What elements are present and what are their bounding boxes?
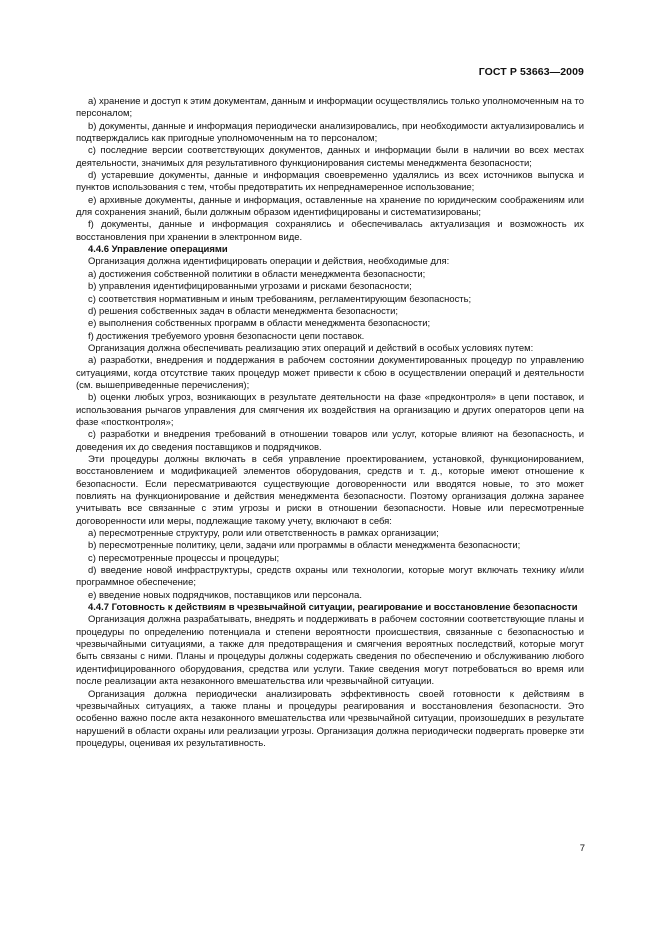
paragraph-list-item-c: с) пересмотренные процессы и процедуры; xyxy=(88,552,280,564)
paragraph-list-item-a: а) пересмотренные структуру, роли или ответственность в рамках организации; xyxy=(88,528,439,540)
paragraph: Организация должна обеспечивать реализацию этих операций и действий в особых условиях путем: xyxy=(88,342,534,354)
paragraph-list-item-a: а) достижения собственной политики в области менеджмента безопасности; xyxy=(88,268,426,280)
paragraph-list-item-c: с) разработки и внедрения требований в отношении товаров или услуг, которые влияют на безопасность, и доведения их до сведения поставщиков и подрядчиков. xyxy=(76,429,584,453)
paragraph-list-item-f: f) документы, данные и информация сохранялись и обеспечивалась актуализация и возможность их восстановления при хранении в электронном виде. xyxy=(76,219,584,243)
paragraph-list-item-b: b) пересмотренные политику, цели, задачи или программы в области менеджмента безопасности; xyxy=(88,540,521,552)
paragraph-list-item-c: с) последние версии соответствующих документов, данных и информации были в наличии во всех местах деятельности, значимых для результативного функционирования системы менеджмента безопасности; xyxy=(76,145,584,169)
paragraph-list-item-e: е) архивные документы, данные и информация, оставленные на хранение по юридическим соображениям или для сохранения знаний, были должным образом идентифицированы и систематизированы; xyxy=(76,194,584,219)
section-heading-4-4-6: 4.4.6 Управление операциями xyxy=(88,244,228,256)
paragraph-list-item-c: с) соответствия нормативным и иным требованиям, регламентирующим безопасность; xyxy=(88,293,472,305)
section-heading-4-4-7: 4.4.7 Готовность к действиям в чрезвычайной ситуации, реагирование и восстановление безопасности xyxy=(88,602,578,614)
paragraph-list-item-b: b) оценки любых угроз, возникающих в результате деятельности на фазе «предконтроля» в цепи поставок, и использования рычагов управления для смягчения их воздействия на организацию и других операторов цепи на фазе «постконтроля»; xyxy=(76,392,584,428)
paragraph-list-item-f: f) достижения требуемого уровня безопасности цепи поставок. xyxy=(88,330,365,342)
paragraph: Эти процедуры должны включать в себя управление проектированием, установкой, функционированием, восстановлением и модификацией элементов оборудования, средств и т. д., которые имеют отношение к безопасности. Если пересматриваются существующие договоренности или вводятся новые, то это может повлиять на функционирование и действия менеджмента безопасности. Поэтому организация должна заранее учитывать все связанные с этим угрозы и риски в отношении безопасности. Новые или пересмотренные договоренности или меры, подлежащие такому учету, включают в себя: xyxy=(76,453,584,527)
paragraph-list-item-e: е) введение новых подрядчиков, поставщиков или персонала. xyxy=(88,589,362,601)
paragraph-list-item-d: d) введение новой инфраструктуры, средств охраны или технологии, которые могут включать технику и/или программное обеспечение; xyxy=(76,565,584,589)
paragraph-list-item-a: а) хранение и доступ к этим документам, данным и информации осуществлялись только уполномоченным на то персоналом; xyxy=(76,96,584,120)
paragraph-list-item-b: b) документы, данные и информация периодически анализировались, при необходимости актуализировались и подтверждались как пригодные уполномоченным на то персоналом; xyxy=(76,120,584,145)
page-number: 7 xyxy=(579,843,585,854)
paragraph: Организация должна периодически анализировать эффективность своей готовности к действиям в чрезвычайных ситуациях, а также планы и процедуры реагирования и восстановления безопасности. Это особенно важно после акта незаконного вмешательства или чрезвычайной ситуации, произошедших в результате нарушений в области охраны или реализации угрозы. Организация должна периодически подвергать проверке эти процедуры, оценивая их результативность. xyxy=(76,688,584,749)
paragraph-list-item-a: а) разработки, внедрения и поддержания в рабочем состоянии документированных процедур по управлению ситуациями, когда отсутствие таких процедур может привести к сбою в осуществлении операций и деятельности (см. вышеприведенные перечисления); xyxy=(76,355,584,391)
paragraph: Организация должна разрабатывать, внедрять и поддерживать в рабочем состоянии соответствующие планы и процедуры по определению потенциала и степени вероятности происшествия, связанные с безопасностью и чрезвычайными ситуациями, а также для предотвращения и смягчения вероятных последствий, которые могут быть связаны с ними. Планы и процедуры должны содержать сведения по обеспечению и обслуживанию любого идентифицированного оборудования, средства или услуги. Такие сведения могут потребоваться во время или после реализации акта незаконного вмешательства или чрезвычайной ситуации. xyxy=(76,614,584,688)
paragraph-list-item-e: е) выполнения собственных программ в области менеджмента безопасности; xyxy=(88,318,431,330)
document-body xyxy=(76,96,584,750)
paragraph-list-item-d: d) устаревшие документы, данные и информация своевременно удалялись из всех источников выпуска и пунктов использования с тем, чтобы предотвратить их непреднамеренное использование; xyxy=(76,170,584,194)
document-code-header: ГОСТ Р 53663—2009 xyxy=(478,66,584,78)
paragraph-list-item-d: d) решения собственных задач в области менеджмента безопасности; xyxy=(88,305,399,317)
paragraph-list-item-b: b) управления идентифицированными угрозами и рисками безопасности; xyxy=(88,281,412,293)
paragraph: Организация должна идентифицировать операции и действия, необходимые для: xyxy=(88,256,450,268)
